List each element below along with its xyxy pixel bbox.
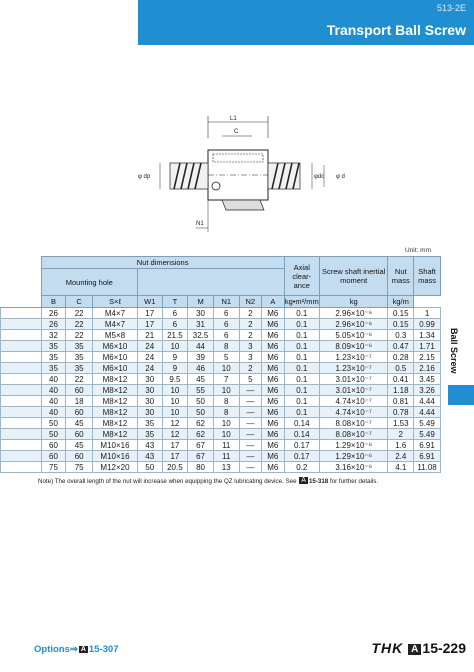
- table-cell: 10: [213, 418, 239, 429]
- table-cell: M6: [262, 352, 285, 363]
- table-row: [1, 385, 441, 396]
- table-cell: 22: [66, 319, 93, 330]
- table-cell: —: [239, 418, 261, 429]
- table-cell: 2.4: [388, 451, 414, 462]
- table-row: [1, 451, 441, 462]
- table-cell: 1.29×10⁻⁶: [319, 440, 387, 451]
- table-cell: M8×12: [93, 407, 138, 418]
- table-cell: 10: [213, 385, 239, 396]
- table-cell: 3.26: [414, 385, 441, 396]
- table-cell: 43: [137, 451, 162, 462]
- row-blank: [1, 385, 42, 396]
- options-mark: A: [80, 646, 86, 653]
- col-b: B: [41, 296, 66, 308]
- row-blank: [1, 418, 42, 429]
- table-cell: 10: [213, 363, 239, 374]
- table-cell: 0.47: [388, 341, 414, 352]
- label-n1: N1: [196, 221, 204, 227]
- table-cell: 3.16×10⁻⁶: [319, 462, 387, 473]
- table-cell: 1.18: [388, 385, 414, 396]
- table-cell: 55: [188, 385, 214, 396]
- row-blank: [1, 352, 42, 363]
- table-row: [1, 319, 441, 330]
- table-cell: 50: [188, 407, 214, 418]
- row-blank: [1, 407, 42, 418]
- table-cell: 0.1: [284, 308, 319, 319]
- table-row: [1, 308, 441, 319]
- table-cell: 30: [137, 396, 162, 407]
- table-cell: 0.41: [388, 374, 414, 385]
- table-cell: 35: [66, 341, 93, 352]
- table-cell: M8×12: [93, 385, 138, 396]
- table-cell: 2.96×10⁻⁶: [319, 308, 387, 319]
- ref-mark: A: [301, 477, 306, 484]
- table-cell: 3.01×10⁻⁷: [319, 385, 387, 396]
- table-cell: 26: [41, 319, 66, 330]
- table-cell: 1.29×10⁻⁶: [319, 451, 387, 462]
- table-cell: 10: [162, 341, 188, 352]
- side-tab-marker: [448, 385, 474, 405]
- table-cell: M8×12: [93, 429, 138, 440]
- table-row: [1, 396, 441, 407]
- table-cell: 8: [213, 396, 239, 407]
- table-cell: 35: [66, 352, 93, 363]
- table-cell: 26: [41, 308, 66, 319]
- table-cell: 3.01×10⁻⁷: [319, 374, 387, 385]
- table-cell: 50: [137, 462, 162, 473]
- axial-clearance-header: Axial clear-ance: [284, 257, 319, 296]
- options-link[interactable]: [34, 644, 119, 655]
- table-cell: 7: [213, 374, 239, 385]
- table-cell: 11.08: [414, 462, 441, 473]
- table-cell: 0.14: [284, 429, 319, 440]
- table-cell: 6: [213, 330, 239, 341]
- label-c: C: [234, 129, 239, 135]
- table-row: [1, 418, 441, 429]
- table-cell: 0.17: [284, 451, 319, 462]
- unit-nut-mass: kg: [319, 296, 387, 308]
- table-cell: M6: [262, 319, 285, 330]
- table-cell: 10: [162, 407, 188, 418]
- table-row: [1, 341, 441, 352]
- row-blank: [1, 341, 42, 352]
- table-cell: M6: [262, 330, 285, 341]
- table-cell: 0.5: [388, 363, 414, 374]
- options-label: Options⇒: [34, 644, 78, 655]
- table-row: [1, 363, 441, 374]
- table-cell: —: [239, 429, 261, 440]
- nut-drawing: [130, 108, 360, 238]
- table-cell: 2: [388, 429, 414, 440]
- table-cell: 60: [66, 385, 93, 396]
- table-cell: 5.05×10⁻⁶: [319, 330, 387, 341]
- table-cell: 17: [137, 319, 162, 330]
- table-cell: 8.09×10⁻⁶: [319, 341, 387, 352]
- table-cell: 4.1: [388, 462, 414, 473]
- table-cell: 4.74×10⁻⁷: [319, 407, 387, 418]
- table-cell: 1.71: [414, 341, 441, 352]
- col-n2: N2: [239, 296, 261, 308]
- table-cell: 60: [41, 451, 66, 462]
- table-cell: 17: [137, 308, 162, 319]
- table-cell: 31: [188, 319, 214, 330]
- unit-label: Unit: mm: [405, 247, 431, 254]
- table-cell: 50: [41, 418, 66, 429]
- table-cell: M8×12: [93, 418, 138, 429]
- table-row: [1, 407, 441, 418]
- table-cell: M6: [262, 341, 285, 352]
- header-band: [138, 0, 474, 45]
- table-cell: 6: [162, 308, 188, 319]
- table-cell: 24: [137, 341, 162, 352]
- table-cell: 35: [137, 418, 162, 429]
- page-title: Transport Ball Screw: [326, 22, 466, 38]
- page-mark: A: [408, 644, 421, 655]
- table-cell: 10: [162, 396, 188, 407]
- table-cell: 11: [213, 451, 239, 462]
- table-cell: 0.2: [284, 462, 319, 473]
- page-number: 15-229: [422, 640, 466, 656]
- table-cell: 9.5: [162, 374, 188, 385]
- table-cell: 0.1: [284, 330, 319, 341]
- table-cell: 17: [162, 440, 188, 451]
- table-cell: 4.74×10⁻⁷: [319, 396, 387, 407]
- table-cell: —: [239, 462, 261, 473]
- col-s: S×ℓ: [93, 296, 138, 308]
- table-cell: 6.91: [414, 440, 441, 451]
- table-cell: 62: [188, 418, 214, 429]
- note-text-end: for further details.: [329, 478, 379, 485]
- table-cell: M6: [262, 308, 285, 319]
- table-cell: 24: [137, 352, 162, 363]
- table-cell: 0.1: [284, 407, 319, 418]
- table-cell: 35: [66, 363, 93, 374]
- table-cell: 0.99: [414, 319, 441, 330]
- table-cell: 60: [66, 429, 93, 440]
- table-cell: 0.81: [388, 396, 414, 407]
- table-cell: 5.49: [414, 429, 441, 440]
- table-cell: M6: [262, 374, 285, 385]
- table-cell: 22: [66, 308, 93, 319]
- table-row: [1, 440, 441, 451]
- table-cell: 30: [137, 385, 162, 396]
- table-cell: 9: [162, 352, 188, 363]
- table-cell: 0.1: [284, 385, 319, 396]
- page-code: 513-2E: [436, 3, 466, 13]
- table-cell: 10: [213, 429, 239, 440]
- table-cell: 8: [213, 407, 239, 418]
- table-cell: 6: [213, 308, 239, 319]
- table-cell: 0.1: [284, 341, 319, 352]
- table-cell: 8.08×10⁻⁷: [319, 418, 387, 429]
- row-blank: [1, 429, 42, 440]
- dimension-table: [0, 256, 441, 473]
- footnote: [38, 477, 378, 485]
- table-cell: 2.16: [414, 363, 441, 374]
- col-a: A: [262, 296, 285, 308]
- table-cell: M6: [262, 363, 285, 374]
- table-cell: M10×16: [93, 451, 138, 462]
- table-cell: 35: [41, 352, 66, 363]
- table-cell: 18: [66, 396, 93, 407]
- table-cell: M6: [262, 418, 285, 429]
- table-cell: 75: [66, 462, 93, 473]
- table-cell: 8.08×10⁻⁷: [319, 429, 387, 440]
- table-cell: 43: [137, 440, 162, 451]
- table-cell: 45: [66, 440, 93, 451]
- dimensions-spacer: [137, 269, 284, 296]
- table-cell: 1.34: [414, 330, 441, 341]
- row-blank: [1, 330, 42, 341]
- table-cell: 30: [137, 374, 162, 385]
- table-cell: 0.3: [388, 330, 414, 341]
- nut-dimensions-header: Nut dimensions: [41, 257, 284, 269]
- table-cell: 5: [213, 352, 239, 363]
- table-cell: 24: [137, 363, 162, 374]
- blank-corner: [1, 257, 42, 308]
- table-cell: 35: [41, 363, 66, 374]
- table-cell: 0.1: [284, 396, 319, 407]
- table-cell: 3: [239, 341, 261, 352]
- table-cell: 2: [239, 319, 261, 330]
- table-cell: 20.5: [162, 462, 188, 473]
- table-cell: 5: [239, 374, 261, 385]
- table-cell: 50: [41, 429, 66, 440]
- table-cell: 40: [41, 374, 66, 385]
- note-ref[interactable]: 15-318: [308, 478, 329, 485]
- table-cell: —: [239, 396, 261, 407]
- unit-shaft-mass: kg/m: [388, 296, 414, 308]
- table-cell: 40: [41, 385, 66, 396]
- table-cell: M4×7: [93, 308, 138, 319]
- table-cell: 75: [41, 462, 66, 473]
- table-cell: M6×10: [93, 341, 138, 352]
- table-cell: M8×12: [93, 374, 138, 385]
- table-row: [1, 429, 441, 440]
- table-cell: 13: [213, 462, 239, 473]
- table-row: [1, 374, 441, 385]
- nut-mass-header: Nut mass: [388, 257, 414, 296]
- table-cell: 6.91: [414, 451, 441, 462]
- table-cell: M6: [262, 451, 285, 462]
- col-c: C: [66, 296, 93, 308]
- table-cell: 32.5: [188, 330, 214, 341]
- table-cell: 39: [188, 352, 214, 363]
- options-ref: 15-307: [88, 644, 119, 655]
- table-cell: M6: [262, 385, 285, 396]
- table-row: [1, 330, 441, 341]
- table-cell: 6: [213, 319, 239, 330]
- table-cell: 45: [188, 374, 214, 385]
- row-blank: [1, 319, 42, 330]
- table-cell: 60: [66, 451, 93, 462]
- table-cell: 30: [137, 407, 162, 418]
- table-cell: 40: [41, 407, 66, 418]
- table-cell: —: [239, 440, 261, 451]
- table-cell: 32: [41, 330, 66, 341]
- table-cell: 0.15: [388, 319, 414, 330]
- row-blank: [1, 363, 42, 374]
- label-d: φ d: [336, 174, 345, 180]
- row-blank: [1, 374, 42, 385]
- table-cell: M6: [262, 429, 285, 440]
- table-cell: 2.15: [414, 352, 441, 363]
- row-blank: [1, 440, 42, 451]
- table-cell: 45: [66, 418, 93, 429]
- table-cell: 6: [162, 319, 188, 330]
- table-cell: 3.45: [414, 374, 441, 385]
- mounting-hole-header: Mounting hole: [41, 269, 137, 296]
- table-cell: 2: [239, 363, 261, 374]
- row-blank: [1, 396, 42, 407]
- table-cell: 67: [188, 451, 214, 462]
- table-cell: 0.1: [284, 374, 319, 385]
- table-cell: 2.96×10⁻⁶: [319, 319, 387, 330]
- table-cell: 2: [239, 308, 261, 319]
- table-cell: 1.6: [388, 440, 414, 451]
- col-n1: N1: [213, 296, 239, 308]
- table-row: [1, 462, 441, 473]
- table-cell: 2: [239, 330, 261, 341]
- table-cell: 5.49: [414, 418, 441, 429]
- table-cell: 17: [162, 451, 188, 462]
- table-cell: 0.17: [284, 440, 319, 451]
- table-cell: M6×10: [93, 352, 138, 363]
- label-dp: φ dp: [138, 174, 151, 180]
- table-cell: M5×8: [93, 330, 138, 341]
- table-cell: M12×20: [93, 462, 138, 473]
- table-cell: 1.53: [388, 418, 414, 429]
- table-cell: 35: [137, 429, 162, 440]
- row-blank: [1, 462, 42, 473]
- note-text: Note) The overall length of the nut will increase when equipping the QZ lubricating device. See: [38, 478, 297, 485]
- table-cell: 0.1: [284, 352, 319, 363]
- table-cell: 50: [188, 396, 214, 407]
- table-cell: 21: [137, 330, 162, 341]
- table-cell: M6: [262, 462, 285, 473]
- table-cell: 21.5: [162, 330, 188, 341]
- table-cell: 0.1: [284, 319, 319, 330]
- table-row: [1, 352, 441, 363]
- table-cell: 0.1: [284, 363, 319, 374]
- col-w1: W1: [137, 296, 162, 308]
- label-l1: L1: [230, 116, 237, 122]
- table-cell: M8×12: [93, 396, 138, 407]
- table-cell: 60: [66, 407, 93, 418]
- table-cell: 11: [213, 440, 239, 451]
- table-cell: 80: [188, 462, 214, 473]
- table-cell: 4.44: [414, 407, 441, 418]
- table-cell: 0.15: [388, 308, 414, 319]
- table-cell: 44: [188, 341, 214, 352]
- col-m: M: [188, 296, 214, 308]
- table-cell: 3: [239, 352, 261, 363]
- table-cell: M6: [262, 396, 285, 407]
- table-cell: 46: [188, 363, 214, 374]
- row-blank: [1, 451, 42, 462]
- table-cell: 8: [213, 341, 239, 352]
- table-cell: 12: [162, 418, 188, 429]
- table-cell: —: [239, 451, 261, 462]
- table-cell: 35: [41, 341, 66, 352]
- table-cell: 1.23×10⁻⁷: [319, 352, 387, 363]
- table-cell: 0.28: [388, 352, 414, 363]
- table-cell: 4.44: [414, 396, 441, 407]
- table-cell: 1.23×10⁻⁷: [319, 363, 387, 374]
- table-cell: 30: [188, 308, 214, 319]
- table-cell: 9: [162, 363, 188, 374]
- page-footer: [372, 640, 467, 656]
- table-cell: 22: [66, 330, 93, 341]
- table-cell: 62: [188, 429, 214, 440]
- table-cell: M6×10: [93, 363, 138, 374]
- table-cell: 0.14: [284, 418, 319, 429]
- table-cell: 22: [66, 374, 93, 385]
- col-t: T: [162, 296, 188, 308]
- table-cell: 40: [41, 396, 66, 407]
- table-cell: M6: [262, 407, 285, 418]
- table-cell: M10×16: [93, 440, 138, 451]
- table-cell: 0.78: [388, 407, 414, 418]
- table-cell: 67: [188, 440, 214, 451]
- table-cell: —: [239, 385, 261, 396]
- table-cell: 1: [414, 308, 441, 319]
- table-cell: —: [239, 407, 261, 418]
- row-blank: [1, 308, 42, 319]
- inertial-moment-header: Screw shaft inertial moment: [319, 257, 387, 296]
- shaft-mass-header: Shaft mass: [414, 257, 441, 296]
- table-cell: 10: [162, 385, 188, 396]
- table-cell: 60: [41, 440, 66, 451]
- label-dc: φdc: [314, 174, 325, 180]
- table-cell: M4×7: [93, 319, 138, 330]
- table-cell: M6: [262, 440, 285, 451]
- side-tab-label: Ball Screw: [449, 328, 459, 374]
- brand-logo: THK: [371, 640, 404, 656]
- table-cell: 12: [162, 429, 188, 440]
- unit-inertia: kg•m²/mm: [284, 297, 319, 306]
